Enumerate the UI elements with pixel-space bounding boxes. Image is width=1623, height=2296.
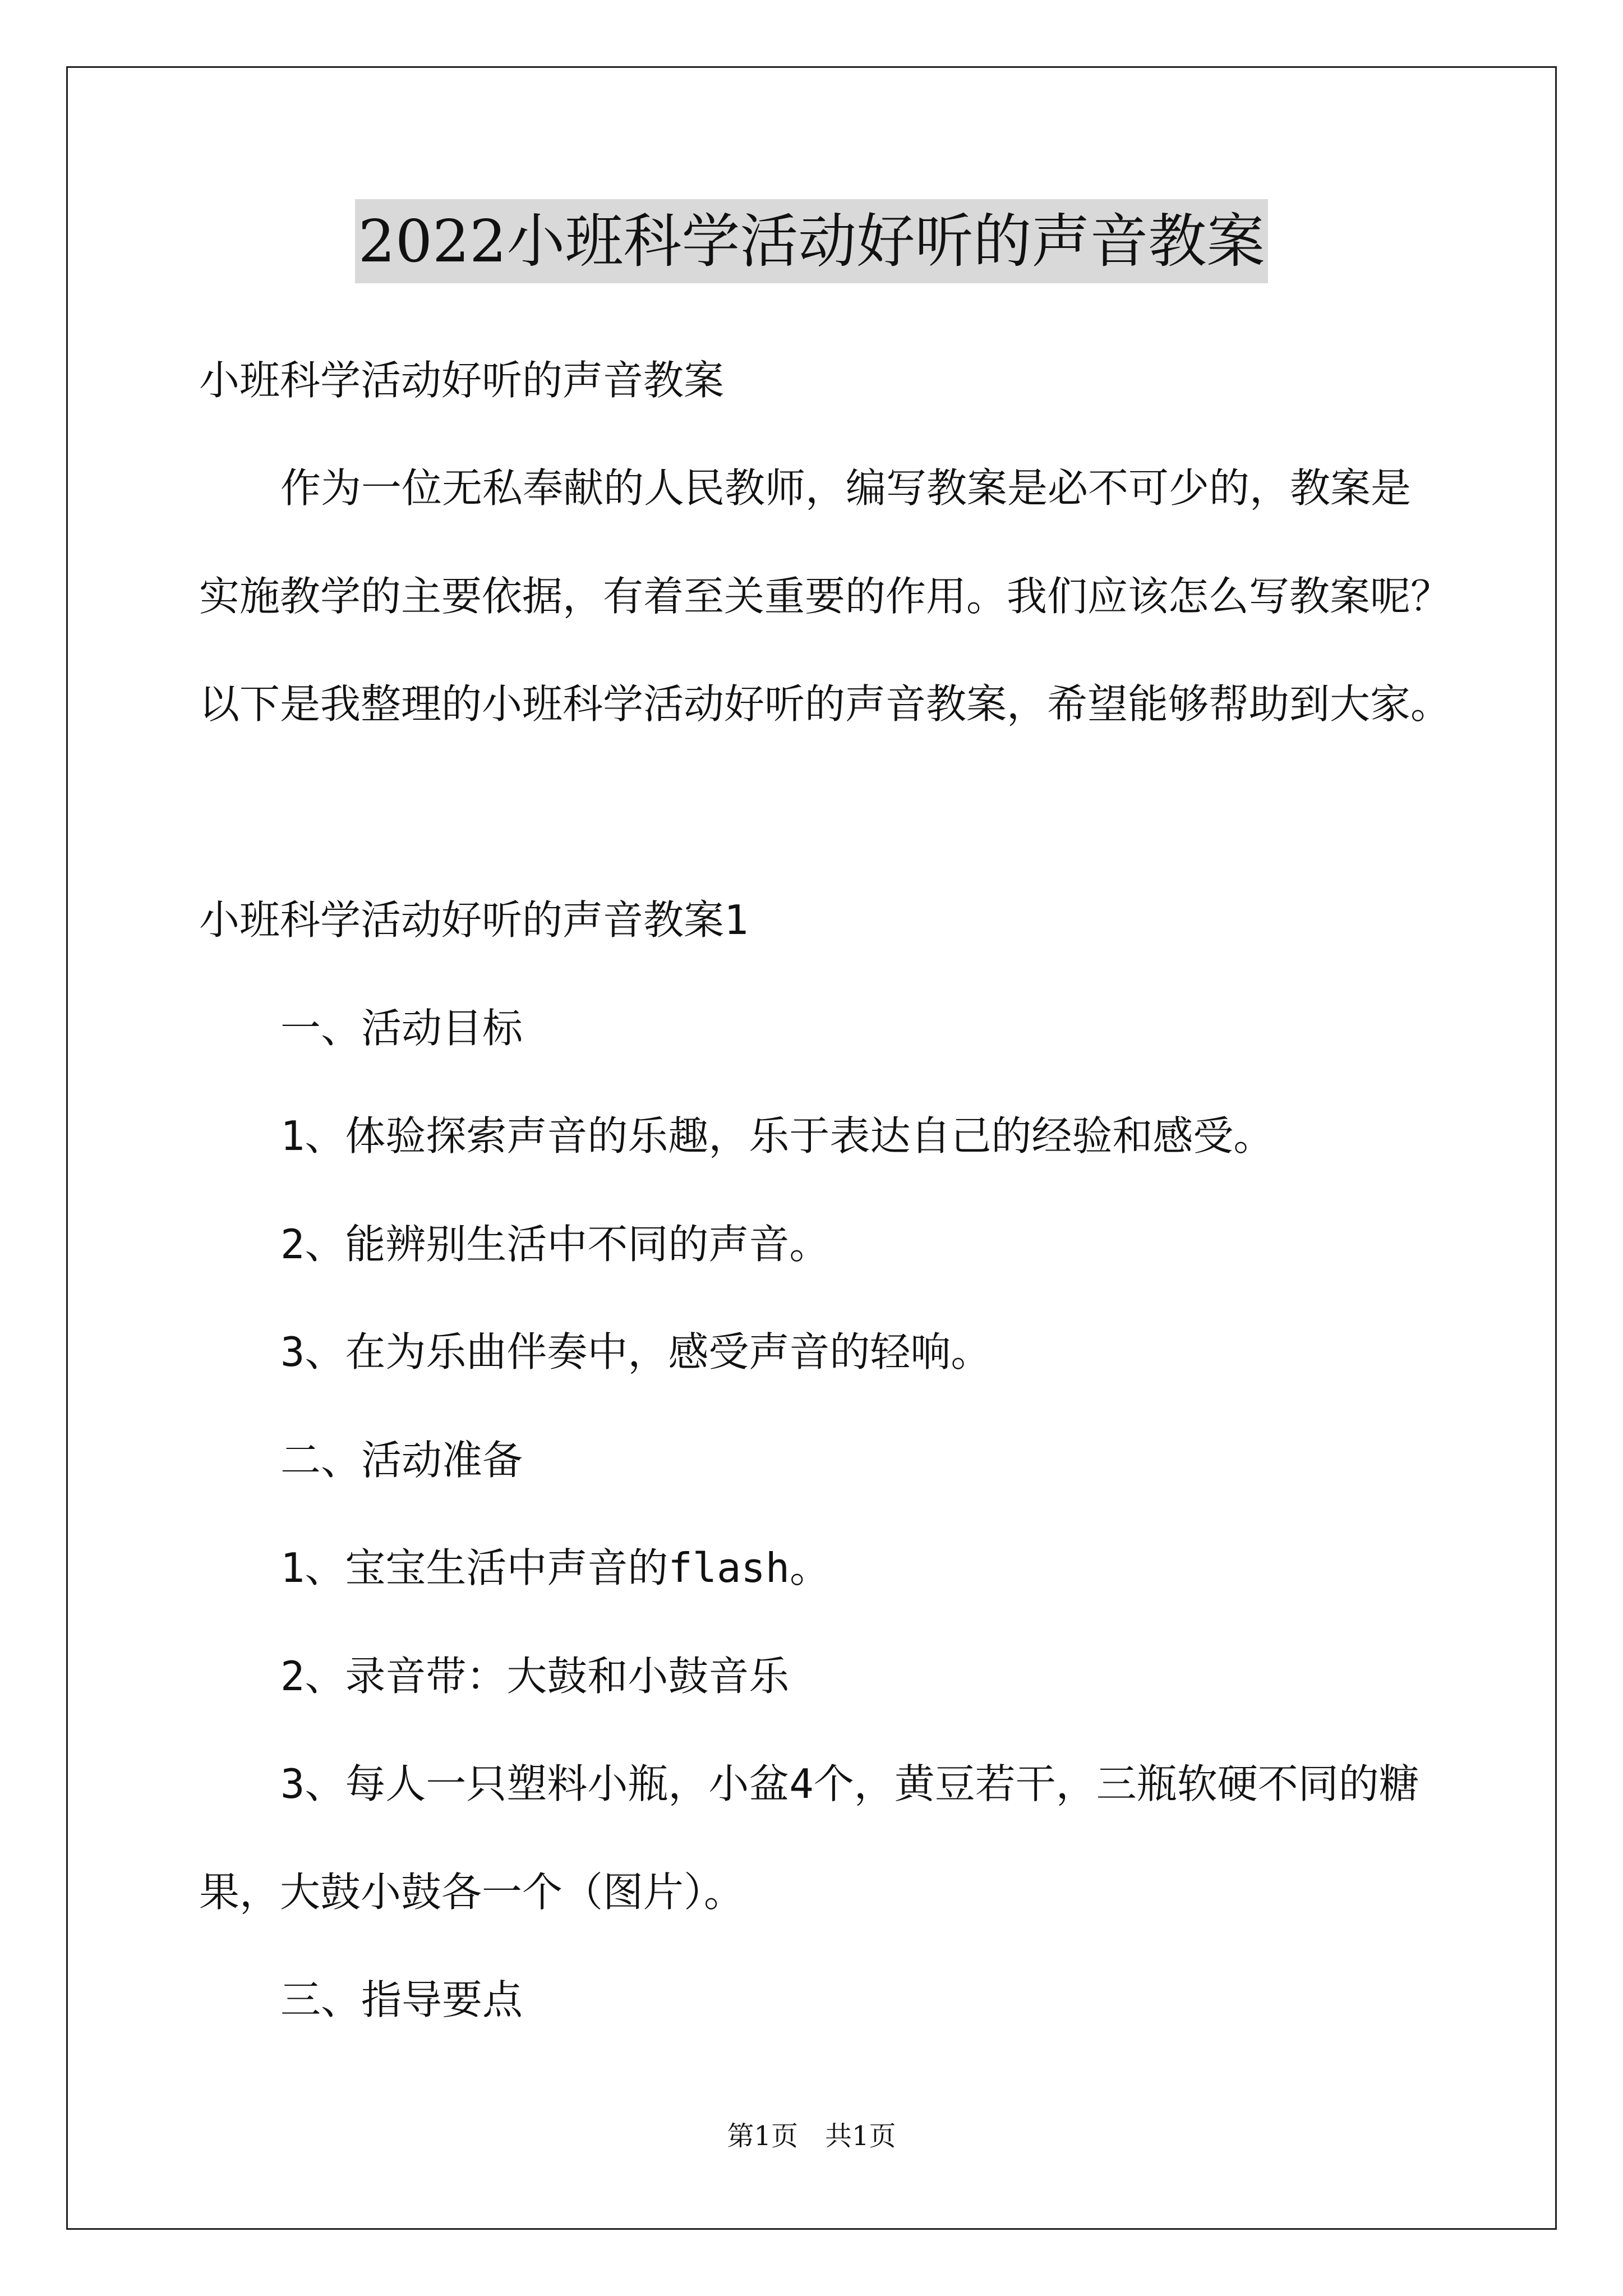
preparation-item-2: 2、录音带：大鼓和小鼓音乐 — [280, 1653, 790, 1700]
goal-item-2: 2、能辨别生活中不同的声音。 — [280, 1221, 830, 1268]
goal-item-1: 1、体验探索声音的乐趣，乐于表达自己的经验和感受。 — [280, 1112, 1274, 1159]
document-subtitle: 小班科学活动好听的声音教案 — [199, 357, 725, 404]
title-container — [0, 199, 1623, 283]
intro-line-2: 实施教学的主要依据，有着至关重要的作用。我们应该怎么写教案呢？ — [199, 573, 1451, 620]
section-title: 小班科学活动好听的声音教案1 — [199, 896, 749, 944]
preparation-item-1: 1、宝宝生活中声音的flash。 — [280, 1544, 831, 1591]
heading-activity-preparation: 二、活动准备 — [280, 1437, 523, 1484]
heading-guidance-points: 三、指导要点 — [280, 1976, 523, 2023]
preparation-item-3-continued: 果，大鼓小鼓各一个（图片）。 — [199, 1869, 745, 1916]
goal-item-3: 3、在为乐曲伴奏中，感受声音的轻响。 — [280, 1328, 992, 1375]
document-title: 2022小班科学活动好听的声音教案 — [355, 199, 1269, 283]
intro-line-1: 作为一位无私奉献的人民教师，编写教案是必不可少的，教案是 — [280, 464, 1412, 512]
preparation-item-3: 3、每人一只塑料小瓶，小盆4个，黄豆若干，三瓶软硬不同的糖 — [280, 1760, 1419, 1807]
page-number-footer: 第1页 共1页 — [727, 2120, 896, 2152]
heading-activity-goals: 一、活动目标 — [280, 1005, 523, 1052]
intro-line-3: 以下是我整理的小班科学活动好听的声音教案，希望能够帮助到大家。 — [199, 680, 1451, 728]
